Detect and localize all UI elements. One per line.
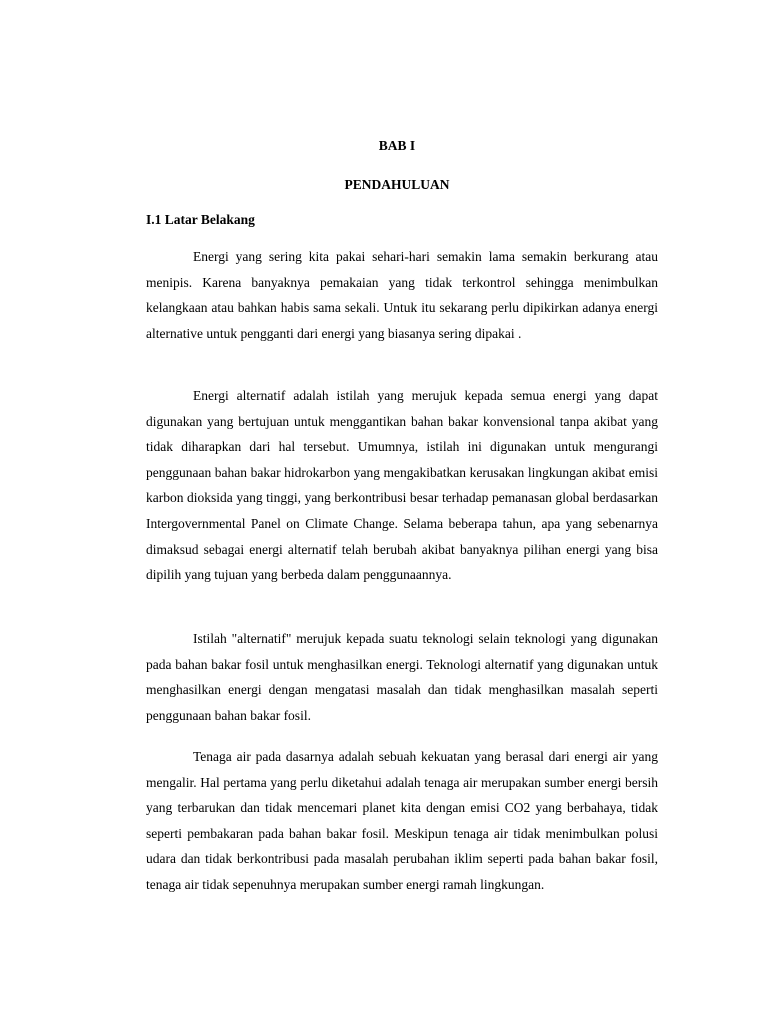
chapter-number: BAB I xyxy=(378,138,416,153)
paragraph-alternative-term: Istilah "alternatif" merujuk kepada suatu teknologi selain teknologi yang digunakan pada bahan bakar fosil untuk menghasilkan energi. Teknologi alternatif yang digunakan untuk menghasilkan energi dengan mengatasi masalah dan tidak menghasilkan masalah seperti penggunaan bahan bakar fosil. xyxy=(146,631,658,723)
paragraph-hydropower: Tenaga air pada dasarnya adalah sebuah kekuatan yang berasal dari energi air yang mengalir. Hal pertama yang perlu diketahui adalah tenaga air merupakan sumber energi bersih yang terbarukan dan tidak mencemari planet kita dengan emisi CO2 yang berbahaya, tidak seperti pembakaran pada bahan bakar fosil. Meskipun tenaga air tidak menimbulkan polusi udara dan tidak berkontribusi pada masalah perubahan iklim seperti pada bahan bakar fosil, tenaga air tidak sepenuhnya merupakan sumber energi ramah lingkungan. xyxy=(146,749,658,892)
section-heading: I.1 Latar Belakang xyxy=(146,212,255,227)
paragraph-energy-usage: Energi yang sering kita pakai sehari-hari semakin lama semakin berkurang atau menipis. Karena banyaknya pemakaian yang tidak terkontrol sehingga menimbulkan kelangkaan atau bahkan habis sama sekali. Untuk itu sekarang perlu dipikirkan adanya energi alternative untuk pengganti dari energi yang biasanya sering dipakai . xyxy=(146,249,658,341)
paragraph-alternative-energy-definition: Energi alternatif adalah istilah yang merujuk kepada semua energi yang dapat digunakan yang bertujuan untuk menggantikan bahan bakar konvensional tanpa akibat yang tidak diharapkan dari hal tersebut. Umumnya, istilah ini digunakan untuk mengurangi penggunaan bahan bakar hidrokarbon yang mengakibatkan kerusakan lingkungan akibat emisi karbon dioksida yang tinggi, yang berkontribusi besar terhadap pemanasan global berdasarkan Intergovernmental Panel on Climate Change. Selama beberapa tahun, apa yang sebenarnya dimaksud sebagai energi alternatif telah berubah akibat banyaknya pilihan energi yang bisa dipilih yang tujuan yang berbeda dalam penggunaannya. xyxy=(146,388,658,583)
chapter-title: PENDAHULUAN xyxy=(344,177,450,192)
